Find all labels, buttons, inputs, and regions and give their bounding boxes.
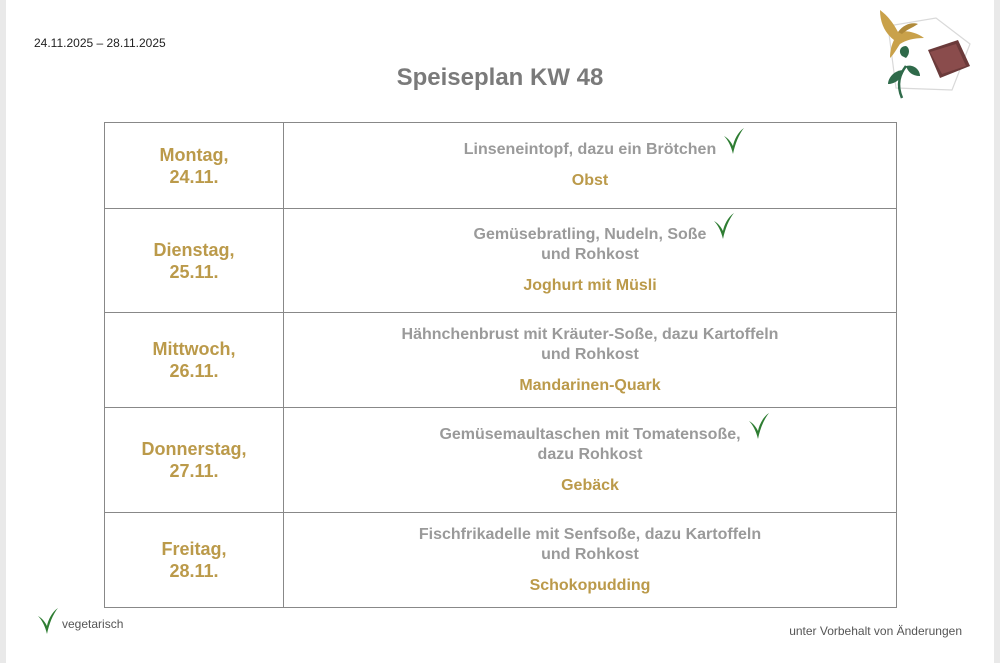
day-cell bbox=[105, 123, 284, 209]
dessert: Obst bbox=[571, 172, 609, 189]
day-date: 24.11. bbox=[169, 166, 219, 187]
main-dish-line: Gemüsebratling, Nudeln, Soße bbox=[473, 226, 707, 243]
meal-cell bbox=[284, 313, 897, 408]
main-dish-line: Linseneintopf, dazu ein Brötchen bbox=[463, 141, 717, 158]
main-dish bbox=[419, 525, 761, 565]
table-row bbox=[105, 123, 897, 209]
day-date: 26.11. bbox=[169, 361, 219, 381]
day-name: Mittwoch, bbox=[152, 339, 236, 359]
disclaimer-note: unter Vorbehalt von Änderungen bbox=[789, 624, 962, 638]
main-dish-line: und Rohkost bbox=[541, 545, 639, 563]
table-row bbox=[105, 209, 897, 313]
day-name: Donnerstag, bbox=[141, 439, 247, 459]
main-dish-line: und Rohkost bbox=[541, 246, 639, 263]
table-row bbox=[105, 408, 897, 513]
dessert: Joghurt mit Müsli bbox=[523, 277, 657, 294]
day-name: Freitag, bbox=[161, 539, 227, 559]
day-date: 27.11. bbox=[169, 461, 219, 481]
dessert: Mandarinen-Quark bbox=[519, 376, 661, 394]
main-dish-line: Gemüsemaultaschen mit Tomatensoße, bbox=[439, 425, 741, 443]
day-date: 25.11. bbox=[169, 261, 219, 282]
menu-table bbox=[104, 122, 897, 608]
day-cell bbox=[105, 209, 284, 313]
dessert: Schokopudding bbox=[529, 576, 651, 594]
veg-checkmark-icon bbox=[722, 126, 746, 156]
day-name: Dienstag, bbox=[153, 239, 235, 260]
day-cell bbox=[105, 313, 284, 408]
dessert: Gebäck bbox=[561, 476, 619, 494]
meal-cell bbox=[284, 123, 897, 209]
main-dish bbox=[474, 225, 707, 265]
day-name: Montag, bbox=[159, 144, 229, 165]
veg-checkmark-icon bbox=[747, 411, 771, 441]
main-dish bbox=[439, 425, 740, 465]
main-dish bbox=[402, 325, 779, 365]
table-row bbox=[105, 513, 897, 608]
veg-checkmark-icon bbox=[712, 211, 736, 241]
school-logo-icon bbox=[866, 4, 976, 100]
main-dish-line: dazu Rohkost bbox=[537, 445, 643, 463]
main-dish-line: Hähnchenbrust mit Kräuter-Soße, dazu Kartoffeln bbox=[401, 325, 779, 343]
main-dish-line: und Rohkost bbox=[541, 345, 639, 363]
veg-checkmark-icon bbox=[36, 606, 60, 636]
page-title: Speiseplan KW 48 bbox=[396, 64, 604, 91]
table-row bbox=[105, 313, 897, 408]
date-range: 24.11.2025 – 28.11.2025 bbox=[34, 36, 166, 50]
meal-cell bbox=[284, 209, 897, 313]
main-dish bbox=[464, 140, 716, 160]
meal-cell bbox=[284, 513, 897, 608]
meal-cell bbox=[284, 408, 897, 513]
legend bbox=[36, 606, 123, 636]
day-cell bbox=[105, 408, 284, 513]
legend-label: vegetarisch bbox=[62, 617, 124, 631]
main-dish-line: Fischfrikadelle mit Senfsoße, dazu Kartoffeln bbox=[418, 525, 762, 543]
day-date: 28.11. bbox=[169, 561, 219, 581]
day-cell bbox=[105, 513, 284, 608]
